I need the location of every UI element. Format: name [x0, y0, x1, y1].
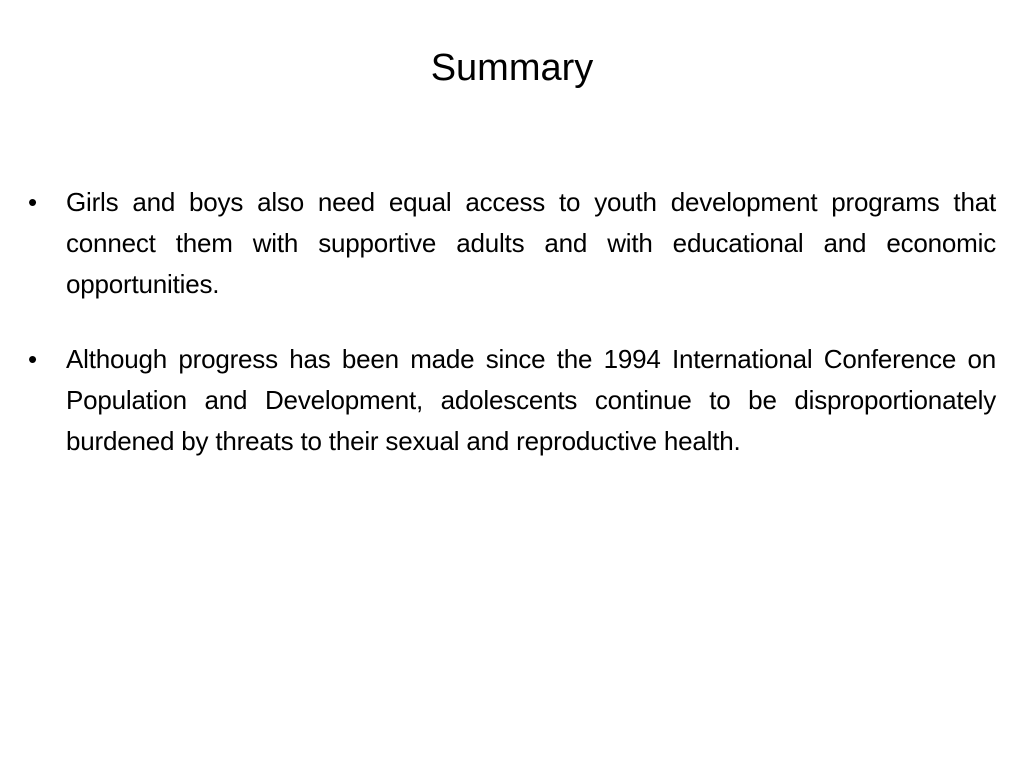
bullet-text-2: Although progress has been made since the 1994 International Conference on Population and Development, adolescents continue to be disproportionately burdened by threats to their sexual and reproductive health. — [66, 344, 996, 456]
bullet-list — [28, 182, 996, 496]
slide-title: Summary — [430, 47, 594, 89]
bullet-dot-icon: • — [28, 344, 38, 374]
bullet-dot-icon: • — [28, 187, 38, 217]
bullet-text-1: Girls and boys also need equal access to youth development programs that connect them with supportive adults and with educational and economic opportunities. — [66, 187, 996, 299]
bullet-item-2 — [28, 339, 996, 462]
bullet-item-1 — [28, 182, 996, 305]
